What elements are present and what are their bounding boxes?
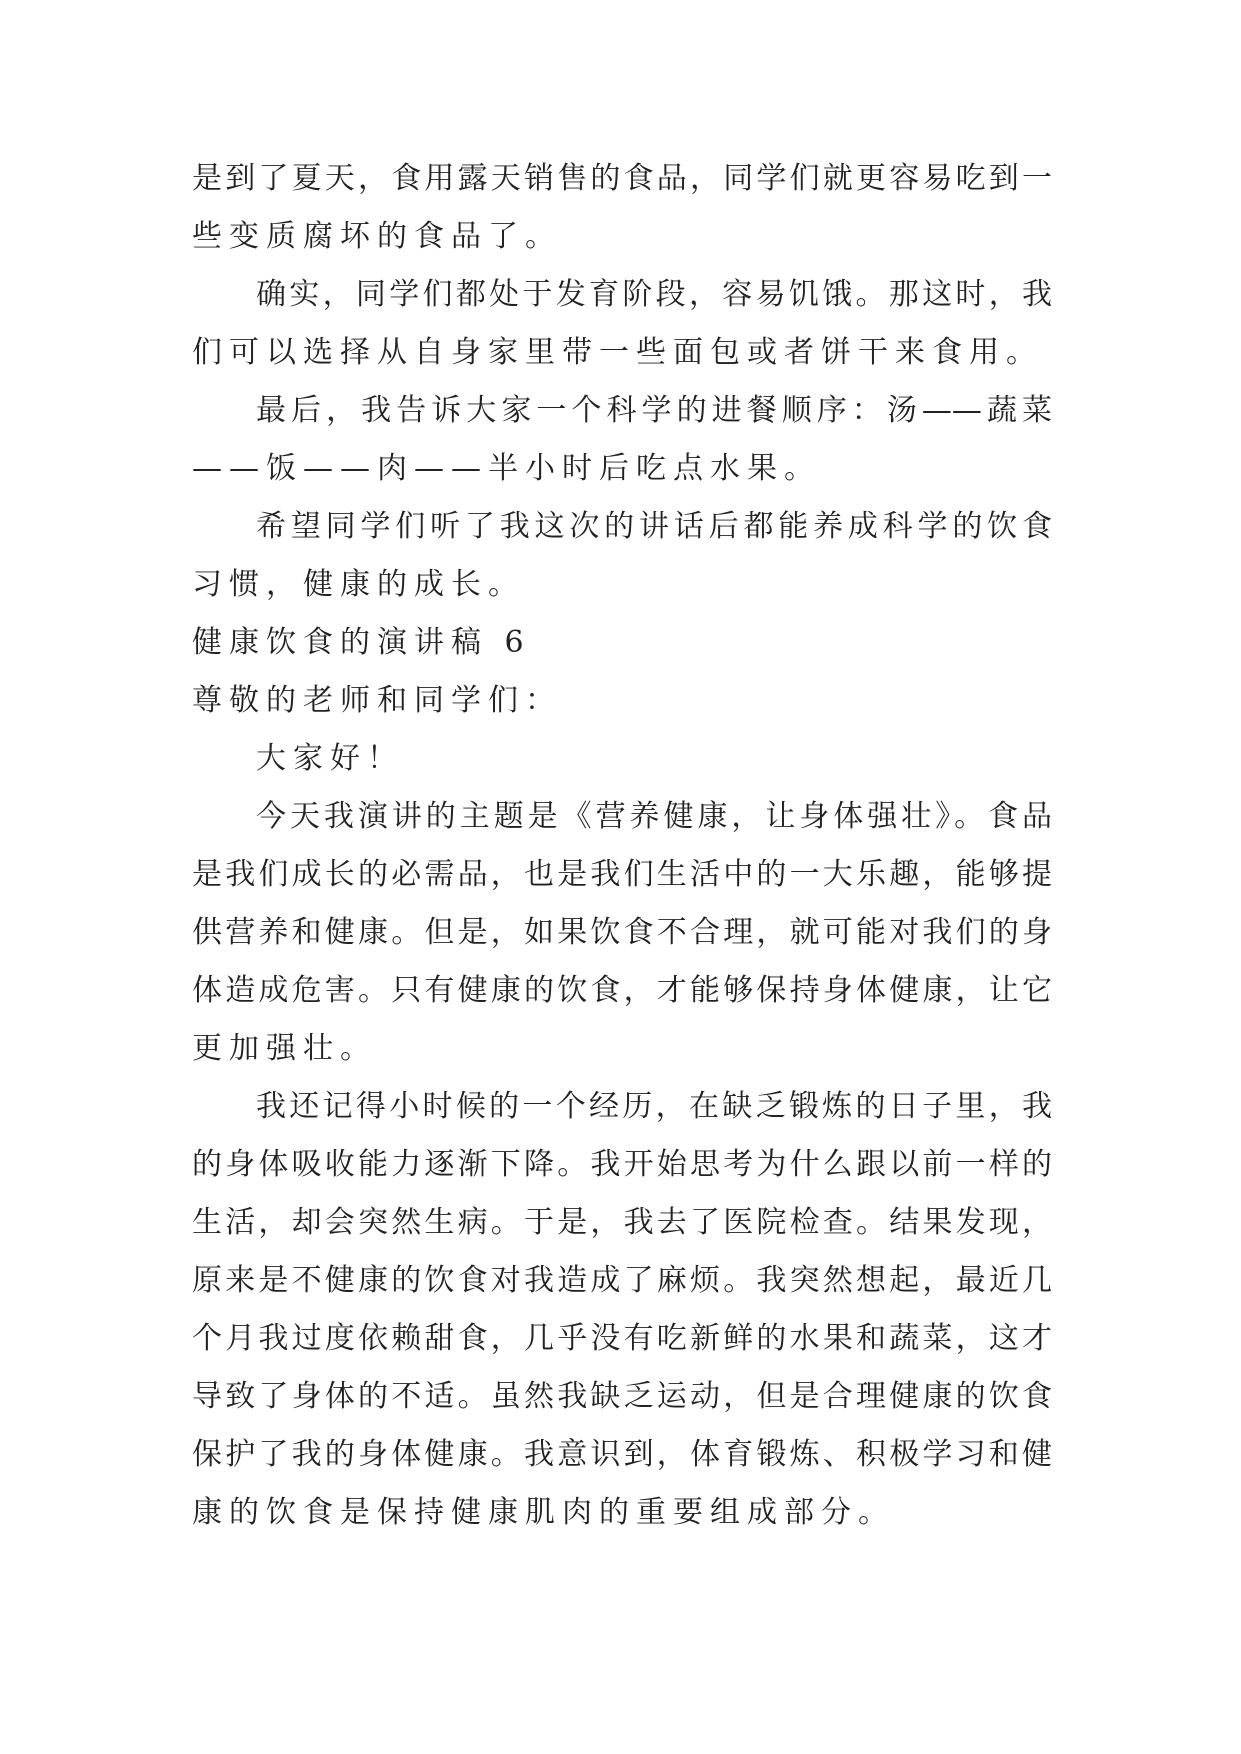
paragraph-line: 们可以选择从自身家里带一些面包或者饼干来食用。 <box>192 335 1043 370</box>
paragraph-line: 供营养和健康。但是，如果饮食不合理，就可能对我们的身 <box>192 915 1052 950</box>
paragraph-line: 希望同学们听了我这次的讲话后都能养成科学的饮食 <box>256 509 1052 544</box>
paragraph-line: 导致了身体的不适。虽然我缺乏运动，但是合理健康的饮食 <box>192 1379 1052 1414</box>
paragraph-line: 体造成危害。只有健康的饮食，才能够保持身体健康，让它 <box>192 973 1052 1008</box>
paragraph-line: 康的饮食是保持健康肌肉的重要组成部分。 <box>192 1495 895 1530</box>
paragraph-line: 是到了夏天，食用露天销售的食品，同学们就更容易吃到一 <box>192 161 1052 196</box>
paragraph-line: 生活，却会突然生病。于是，我去了医院检查。结果发现， <box>192 1205 1052 1240</box>
document-body <box>192 160 1052 1552</box>
paragraph-line: 最后，我告诉大家一个科学的进餐顺序：汤——蔬菜 <box>256 393 1052 428</box>
paragraph-line: 今天我演讲的主题是《营养健康，让身体强壮》。食品 <box>256 799 1052 834</box>
greeting: 大家好！ <box>256 741 404 776</box>
paragraph-line: 的身体吸收能力逐渐下降。我开始思考为什么跟以前一样的 <box>192 1147 1052 1182</box>
paragraph-line: 确实，同学们都处于发育阶段，容易饥饿。那这时，我 <box>256 277 1052 312</box>
paragraph-line: 保护了我的身体健康。我意识到，体育锻炼、积极学习和健 <box>192 1437 1052 1472</box>
paragraph-line: 我还记得小时候的一个经历，在缺乏锻炼的日子里，我 <box>256 1089 1052 1124</box>
paragraph-line: 个月我过度依赖甜食，几乎没有吃新鲜的水果和蔬菜，这才 <box>192 1321 1052 1356</box>
section-heading: 健康饮食的演讲稿 6 <box>192 625 531 660</box>
paragraph-line: 些变质腐坏的食品了。 <box>192 219 562 254</box>
paragraph-line: 更加强壮。 <box>192 1031 377 1066</box>
paragraph-line: 习惯，健康的成长。 <box>192 567 525 602</box>
paragraph-line: 原来是不健康的饮食对我造成了麻烦。我突然想起，最近几 <box>192 1263 1052 1298</box>
paragraph-line: ——饭——肉——半小时后吃点水果。 <box>192 451 821 486</box>
salutation: 尊敬的老师和同学们： <box>192 683 562 718</box>
paragraph-line: 是我们成长的必需品，也是我们生活中的一大乐趣，能够提 <box>192 857 1052 892</box>
